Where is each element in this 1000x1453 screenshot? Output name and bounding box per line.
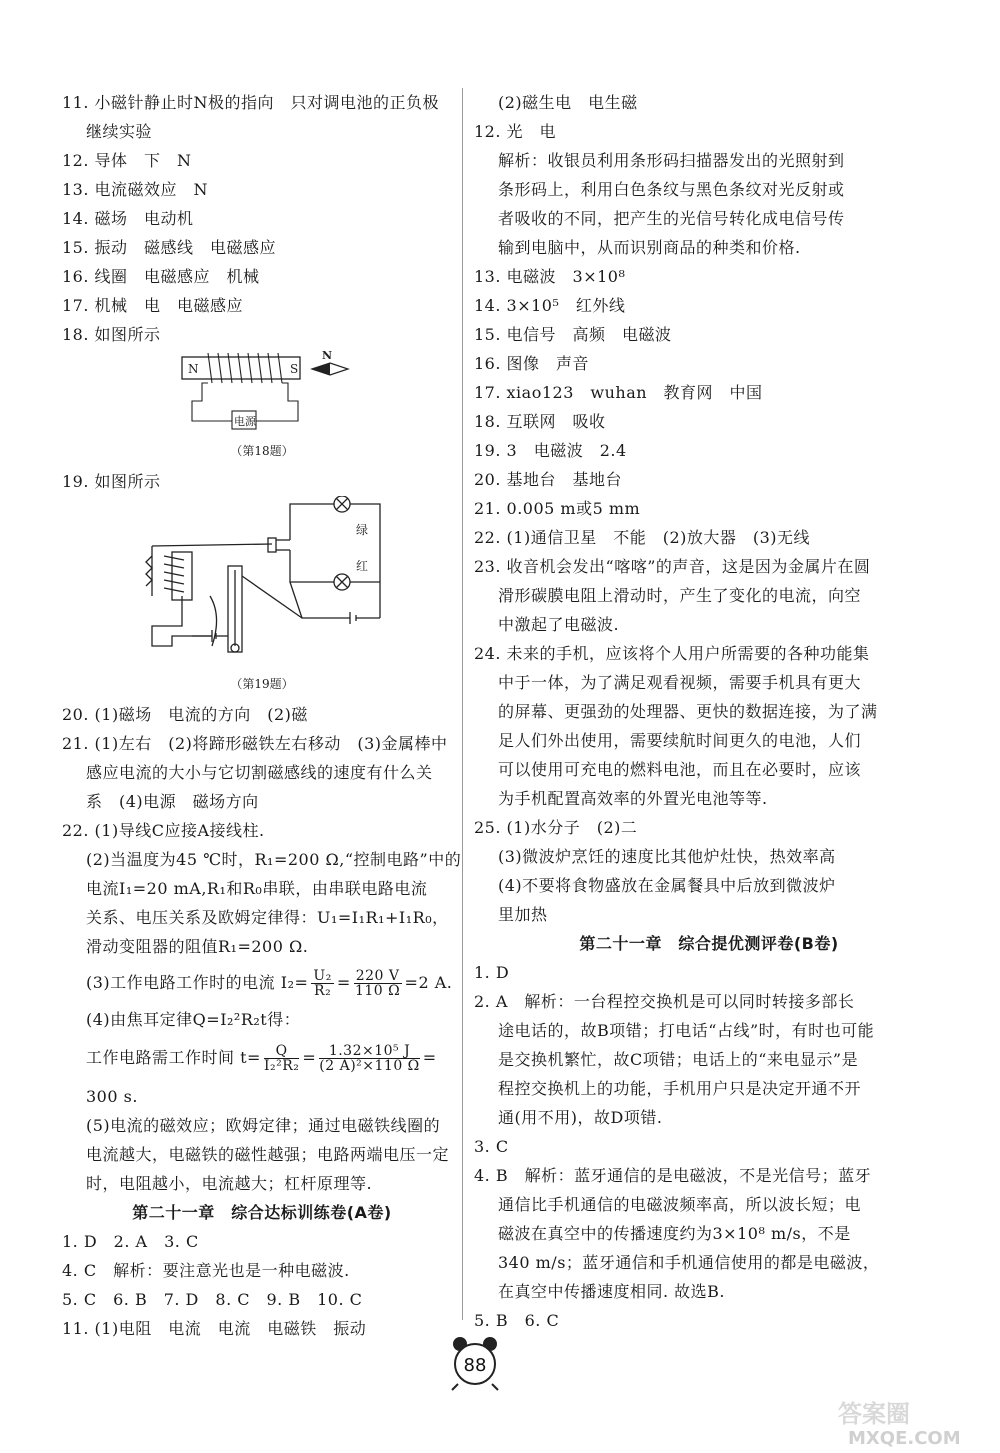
answer-line: 15. 振动 磁感线 电磁感应 (62, 238, 277, 257)
section-heading-b: 第二十一章 综合提优测评卷(B卷) (579, 934, 839, 953)
answer-line: 在真空中传播速度相同. 故选B. (498, 1282, 726, 1301)
answer-line: 16. 线圈 电磁感应 机械 (62, 267, 260, 286)
compass-n-label: N (322, 349, 333, 362)
electromagnet-diagram (152, 349, 372, 441)
red-lamp-label: 红 (356, 559, 369, 573)
answer-line: 13. 电磁波 3×10⁸ (474, 267, 626, 286)
answer-line: 电流I₁=20 mA,R₁和R₀串联，由串联电路电流 (86, 879, 428, 898)
answer-line: 11. 小磁针静止时N极的指向 只对调电池的正负极 (62, 93, 440, 112)
svg-text:答案圈: 答案圈 (838, 1400, 910, 1428)
answer-line: 18. 互联网 吸收 (474, 412, 606, 431)
answer-line: 12. 光 电 (474, 122, 557, 141)
answer-line: 5. B 6. C (474, 1311, 560, 1330)
svg-text:MXQE.COM: MXQE.COM (848, 1428, 961, 1448)
answer-line: 为手机配置高效率的外置光电池等等. (498, 789, 768, 808)
answer-line: 17. 机械 电 电磁感应 (62, 296, 244, 315)
answer-line: 滑动变阻器的阻值R₁=200 Ω. (86, 937, 309, 956)
answer-line: 19. 3 电磁波 2.4 (474, 441, 627, 460)
answer-line: 22. (1)通信卫星 不能 (2)放大器 (3)无线 (474, 528, 811, 547)
answer-line: (2)当温度为45 ℃时，R₁=200 Ω,“控制电路”中的 (86, 850, 462, 869)
answer-line: 时，电阻越小，电流越大；杠杆原理等. (86, 1174, 373, 1193)
section-heading-a: 第二十一章 综合达标训练卷(A卷) (132, 1203, 392, 1222)
answer-line: 磁波在真空中的传播速度约为3×10⁸ m/s，不是 (498, 1224, 851, 1243)
answer-line: 11. (1)电阻 电流 电流 电磁铁 振动 (62, 1319, 367, 1338)
page-number: 88 (463, 1355, 487, 1376)
answer-line: 电流越大，电磁铁的磁性越强；电路两端电压一定 (86, 1145, 450, 1164)
figure-19-relay-circuit (62, 496, 462, 674)
answer-line: 22. (1)导线C应接A接线柱. (62, 821, 265, 840)
alarm-clock-icon (440, 1332, 510, 1392)
answer-line: 25. (1)水分子 (2)二 (474, 818, 638, 837)
left-column (62, 88, 462, 1343)
answer-line: 感应电流的大小与它切割磁感线的速度有什么关 (86, 763, 433, 782)
answer-line: 滑形碳膜电阻上滑动时，产生了变化的电流，向空 (498, 586, 862, 605)
answer-line: 足人们外出使用，需要续航时间更久的电池，人们 (498, 731, 862, 750)
figure-19-caption: （第19题） (230, 677, 294, 691)
answer-line: 的屏幕、更强劲的处理器、更快的数据连接，为了满 (498, 702, 878, 721)
answer-line: (2)磁生电 电生磁 (498, 93, 638, 112)
answer-line: 13. 电流磁效应 N (62, 180, 209, 199)
answer-line: 2. A 解析：一台程控交换机是可以同时转接多部长 (474, 992, 855, 1011)
answer-line: 输到电脑中，从而识别商品的种类和价格. (498, 238, 801, 257)
answer-line: 系 (4)电源 磁场方向 (86, 792, 259, 811)
answer-line: 4. C 解析：要注意光也是一种电磁波. (62, 1261, 350, 1280)
power-source-label: 电源 (234, 415, 256, 428)
answer-line: (4)由焦耳定律Q=I₂²R₂t得： (86, 1010, 301, 1029)
figure-18-caption: （第18题） (230, 444, 294, 458)
answer-line: 中激起了电磁波. (498, 615, 620, 634)
answer-line: 20. (1)磁场 电流的方向 (2)磁 (62, 705, 308, 724)
answer-line: 18. 如图所示 (62, 325, 161, 344)
answer-line: 3. C (474, 1137, 509, 1156)
answer-line: 程控交换机上的功能，手机用户只是决定开通不开 (498, 1079, 862, 1098)
answer-line: 通(用不用)，故D项错. (498, 1108, 663, 1127)
column-divider (462, 88, 463, 1320)
answer-line: 继续实验 (86, 122, 153, 141)
watermark-logo (818, 1398, 988, 1448)
answer-line: 21. (1)左右 (2)将蹄形磁铁左右移动 (3)金属棒中 (62, 734, 448, 753)
right-column (474, 88, 944, 1335)
answer-line: (5)电流的磁效应；欧姆定律；通过电磁铁线圈的 (86, 1116, 441, 1135)
answer-line: 中于一体，为了满足观看视频，需要手机具有更大 (498, 673, 862, 692)
answer-line: (4)不要将食物盛放在金属餐具中后放到微波炉 (498, 876, 836, 895)
green-lamp-label: 绿 (356, 523, 369, 537)
answer-line: 300 s. (86, 1087, 138, 1106)
formula-current: (3)工作电路工作时的电流 I₂= $\frac{\text{U₂}}{\text{R₂}}$ = $\frac{220 V}{110 \Omega}$ =2 A. (86, 968, 453, 999)
answer-line: 者吸收的不同，把产生的光信号转化成电信号传 (498, 209, 845, 228)
answer-line: (3)微波炉烹饪的速度比其他炉灶快，热效率高 (498, 847, 836, 866)
answer-line: 1. D 2. A 3. C (62, 1232, 199, 1251)
formula-time: 工作电路需工作时间 t= $\frac{Q}{\text{I₂²R₂}}$ = $\frac{\text{1.32×10⁵ J}}{\text{(2 A)²×110 Ω}}$ = (86, 1043, 437, 1074)
page-number-badge (440, 1332, 510, 1392)
answer-line: 24. 未来的手机，应该将个人用户所需要的各种功能集 (474, 644, 870, 663)
answer-line: 23. 收音机会发出“喀喀”的声音，这是因为金属片在圆 (474, 557, 871, 576)
answer-line: 通信比手机通信的电磁波频率高，所以波长短；电 (498, 1195, 862, 1214)
answer-line: 20. 基地台 基地台 (474, 470, 623, 489)
answer-line: 16. 图像 声音 (474, 354, 590, 373)
answer-line: 12. 导体 下 N (62, 151, 192, 170)
answer-line: 可以使用可充电的燃料电池，而且在必要时，应该 (498, 760, 862, 779)
answer-line: 19. 如图所示 (62, 472, 161, 491)
s-pole-label: S (290, 362, 299, 376)
answer-line: 4. B 解析：蓝牙通信的是电磁波，不是光信号；蓝牙 (474, 1166, 872, 1185)
answer-line: 340 m/s；蓝牙通信和手机通信使用的都是电磁波， (498, 1253, 880, 1272)
answer-line: 14. 磁场 电动机 (62, 209, 194, 228)
answer-line: 解析：收银员利用条形码扫描器发出的光照射到 (498, 151, 845, 170)
answer-line: 15. 电信号 高频 电磁波 (474, 325, 672, 344)
figure-18-electromagnet (62, 349, 462, 441)
answer-line: 是交换机繁忙，故C项错；电话上的“来电显示”是 (498, 1050, 859, 1069)
answer-line: 关系、电压关系及欧姆定律得：U₁=I₁R₁+I₁R₀， (86, 908, 449, 927)
answer-line: 21. 0.005 m或5 mm (474, 499, 641, 518)
answer-line: 条形码上，利用白色条纹与黑色条纹对光反射或 (498, 180, 845, 199)
answer-line: 1. D (474, 963, 510, 982)
n-pole-label: N (188, 362, 199, 376)
answer-line: 途电话的，故B项错；打电话“占线”时，有时也可能 (498, 1021, 875, 1040)
answer-line: 17. xiao123 wuhan 教育网 中国 (474, 383, 763, 402)
relay-circuit-diagram (112, 496, 412, 674)
answer-line: 里加热 (498, 905, 548, 924)
answer-line: 5. C 6. B 7. D 8. C 9. B 10. C (62, 1290, 363, 1309)
answer-line: 14. 3×10⁵ 红外线 (474, 296, 626, 315)
